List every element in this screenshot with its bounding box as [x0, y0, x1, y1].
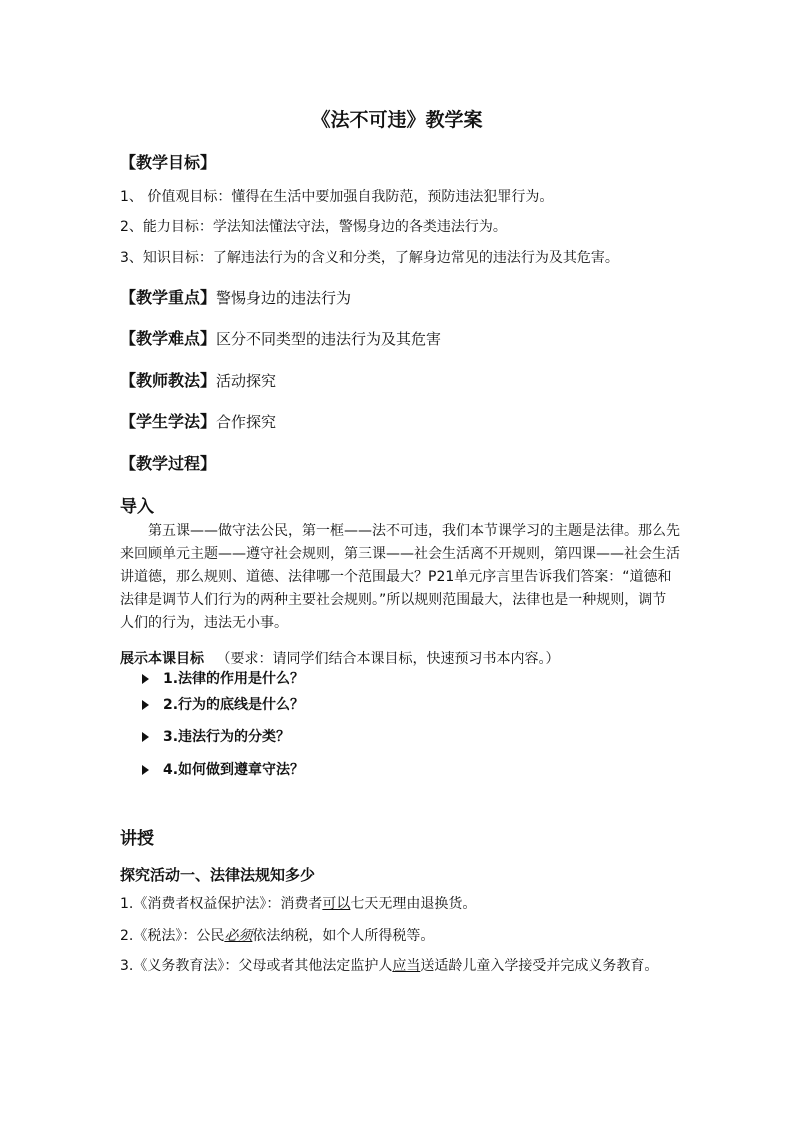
student-method-label: 【学生学法】: [120, 412, 217, 431]
question-text: 4.如何做到遵章守法？: [163, 762, 305, 778]
question-text: 1.法律的作用是什么？: [163, 671, 305, 687]
law-item-text: 七天无理由退换货。: [350, 896, 477, 912]
goals-heading: 【教学目标】: [120, 153, 217, 172]
key-point-text: 警惕身边的违法行为: [216, 289, 352, 307]
show-goals-note: （要求：请同学们结合本课目标，快速预习书本内容。）: [216, 651, 560, 667]
difficulty-row: [120, 326, 441, 349]
law-item-keyword: 可以: [322, 896, 351, 912]
key-point-row: [120, 285, 351, 308]
intro-heading: 导入: [120, 497, 154, 517]
student-method-row: [120, 409, 276, 432]
show-goals-row: [120, 648, 559, 668]
activity-heading: 探究活动一、法律法规知多少: [120, 866, 316, 884]
lecture-heading: 讲授: [120, 829, 154, 849]
law-item-text: 3.《义务教育法》：父母或者其他法定监护人: [120, 958, 393, 974]
law-item-text: 1.《消费者权益保护法》：消费者: [120, 896, 323, 912]
arrow-bullet-icon: [142, 732, 149, 742]
difficulty-text: 区分不同类型的违法行为及其危害: [216, 330, 442, 348]
arrow-bullet-icon: [142, 700, 149, 710]
arrow-bullet-icon: [142, 674, 149, 684]
page-title: 《法不可违》教学案: [311, 109, 483, 131]
law-item-text: 送适龄儿童入学接受并完成义务教育。: [420, 958, 659, 974]
law-item: [120, 925, 434, 945]
student-method-text: 合作探究: [216, 413, 277, 431]
question-text: 3.违法行为的分类？: [163, 729, 291, 745]
show-goals-label: 展示本课目标: [120, 651, 204, 667]
law-item-text: 2.《税法》：公民: [120, 928, 225, 944]
teacher-method-label: 【教师教法】: [120, 371, 217, 390]
question-text: 2.行为的底线是什么？: [163, 697, 305, 713]
law-item-text: 依法纳税，如个人所得税等。: [252, 928, 435, 944]
teacher-method-text: 活动探究: [216, 372, 277, 390]
law-item: [120, 951, 680, 982]
intro-paragraph: 第五课——做守法公民，第一框——法不可违，我们本节课学习的主题是法律。那么先来回顾单元主题——遵守社会规则，第三课——社会生活离不开规则，第四课——社会生活讲道德，那么规则、道德、法律哪一个范围最大？P21单元序言里告诉我们答案：“道德和法律是调节人们行为的两种主要社会规则。”所以规则范围最大，法律也是一种规则，调节人们的行为，违法无小事。: [120, 523, 680, 631]
question-item: [142, 694, 304, 714]
goal-line: 2、能力目标：学法知法懂法守法，警惕身边的各类违法行为。: [120, 219, 507, 235]
goal-line: 3、知识目标：了解违法行为的含义和分类，了解身边常见的违法行为及其危害。: [120, 250, 619, 266]
goal-line: 1、 价值观目标：懂得在生活中要加强自我防范，预防违法犯罪行为。: [120, 189, 554, 205]
question-item: [142, 726, 290, 746]
teacher-method-row: [120, 368, 276, 391]
law-item-keyword: 应当: [392, 958, 421, 974]
question-item: [142, 668, 304, 688]
process-heading: 【教学过程】: [120, 454, 217, 473]
arrow-bullet-icon: [142, 765, 149, 775]
law-item-keyword: 必须: [224, 928, 253, 944]
law-item: [120, 893, 476, 913]
key-point-label: 【教学重点】: [120, 288, 217, 307]
difficulty-label: 【教学难点】: [120, 329, 217, 348]
question-item: [142, 759, 304, 779]
